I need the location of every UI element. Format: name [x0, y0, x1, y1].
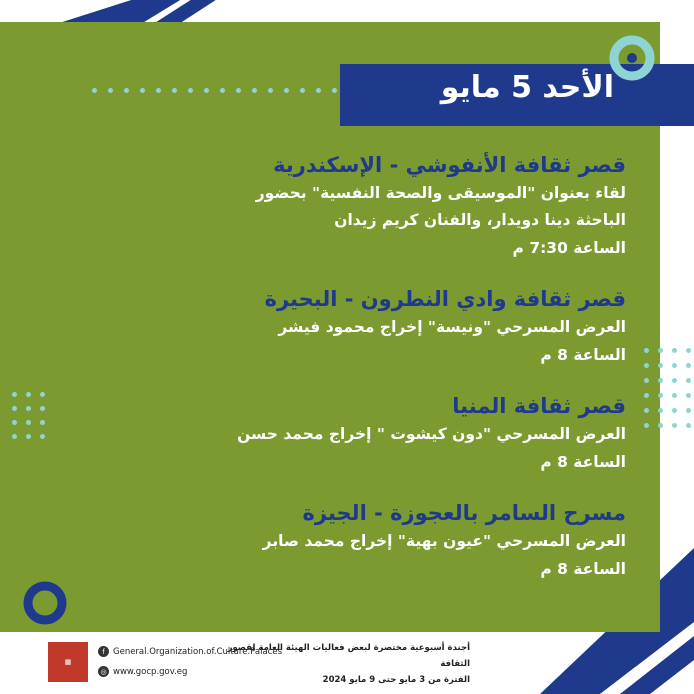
- agenda-line-1: أجندة أسبوعية مختصرة لبعض فعاليات الهيئة العامة لقصور الثقافة: [227, 643, 470, 669]
- event-item: [66, 498, 626, 583]
- website-link[interactable]: [98, 666, 187, 677]
- event-time: الساعة 7:30 م: [512, 239, 626, 257]
- event-item: [66, 284, 626, 369]
- ring-decoration-top: [607, 33, 657, 83]
- website-url: www.gocp.gov.eg: [113, 666, 188, 677]
- date-title: الأحد 5 مايو: [440, 70, 614, 105]
- event-description: العرض المسرحي "دون كيشوت " إخراج محمد حسن: [237, 425, 626, 443]
- dot-grid-left: [12, 392, 45, 439]
- event-venue: قصر ثقافة وادي النطرون - البحيرة: [264, 287, 626, 311]
- event-item: [66, 150, 626, 262]
- event-list: [66, 150, 626, 599]
- event-time: الساعة 8 م: [540, 453, 626, 471]
- ring-decoration-bottom: [20, 578, 70, 628]
- event-description: لقاء بعنوان "الموسيقى والصحة النفسية" بحضور الباحثة دينا دويدار، والفنان كريم زيدان: [255, 184, 626, 229]
- event-description: العرض المسرحي "ونيسة" إخراج محمود فيشر: [278, 318, 626, 336]
- event-venue: مسرح السامر بالعجوزة - الجيزة: [302, 501, 626, 525]
- event-venue: قصر ثقافة المنيا: [452, 394, 626, 418]
- event-time: الساعة 8 م: [540, 560, 626, 578]
- event-description: العرض المسرحي "عيون بهية" إخراج محمد صابر: [262, 532, 626, 550]
- agenda-line-2: الفترة من 3 مايو حتى 9 مايو 2024: [322, 675, 470, 685]
- dot-grid-right: [644, 348, 691, 428]
- event-item: [66, 391, 626, 476]
- facebook-icon: f: [98, 646, 109, 657]
- organization-logo: ▦: [48, 642, 88, 682]
- globe-icon: ◎: [98, 666, 109, 677]
- agenda-note: [210, 640, 470, 688]
- event-venue: قصر ثقافة الأنفوشي - الإسكندرية: [273, 153, 626, 177]
- facebook-handle: General.Organization.of.Culture.Palaces: [113, 646, 283, 657]
- event-time: الساعة 8 م: [540, 346, 626, 364]
